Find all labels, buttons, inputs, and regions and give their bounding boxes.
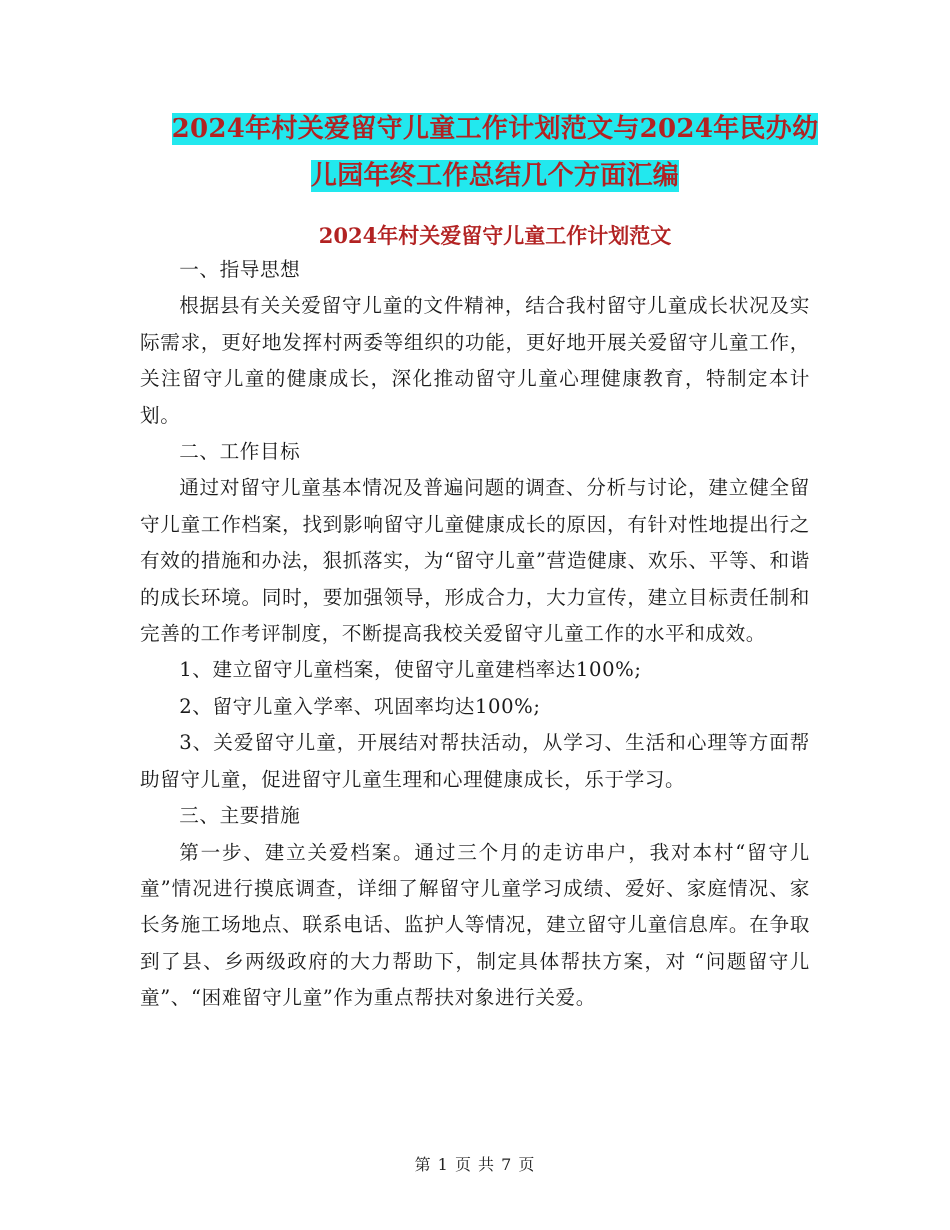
heading-guiding-ideology: 一、指导思想: [179, 258, 301, 281]
page-footer: 第 1 页 共 7 页: [414, 1155, 536, 1174]
goal-item-3: 3、关爱留守儿童，开展结对帮扶活动，从学习、生活和心理等方面帮助留守儿童，促进留守儿童生理和心理健康成长，乐于学习。: [140, 731, 810, 791]
document-title-line-2: 儿园年终工作总结几个方面汇编: [310, 161, 680, 191]
paragraph-guiding-ideology: 根据县有关关爱留守儿童的文件精神，结合我村留守儿童成长状况及实际需求，更好地发挥村两委等组织的功能，更好地开展关爱留守儿童工作，关注留守儿童的健康成长，深化推动留守儿童心理健康教育，特制定本计划。: [140, 294, 810, 427]
heading-work-goals: 二、工作目标: [179, 440, 301, 464]
document-title-line-1: 2024年村关爱留守儿童工作计划范文与2024年民办幼: [171, 114, 819, 144]
document-body: [140, 252, 810, 1017]
section-title: 2024年村关爱留守儿童工作计划范文: [318, 223, 672, 248]
document-title: [140, 106, 850, 200]
goal-item-2: 2、留守儿童入学率、巩固率均达100%;: [179, 694, 541, 718]
goal-item-1: 1、建立留守儿童档案，使留守儿童建档率达100%;: [179, 658, 642, 682]
heading-main-measures: 三、主要措施: [179, 804, 301, 828]
paragraph-step-one: 第一步、建立关爱档案。通过三个月的走访串户，我对本村“留守儿童”情况进行摸底调查，详细了解留守儿童学习成绩、爱好、家庭情况、家长务施工场地点、联系电话、监护人等情况，建立留守儿童信息库。在争取到了县、乡两级政府的大力帮助下，制定具体帮扶方案，对 “问题留守儿童”、“困难留守儿童”作为重点帮扶对象进行关爱。: [140, 840, 810, 1010]
paragraph-work-goals: 通过对留守儿童基本情况及普遍问题的调查、分析与讨论，建立健全留守儿童工作档案，找到影响留守儿童健康成长的原因，有针对性地提出行之有效的措施和办法，狠抓落实，为“留守儿童”营造健康、欢乐、平等、和谐的成长环境。同时，要加强领导，形成合力，大力宣传，建立目标责任制和完善的工作考评制度，不断提高我校关爱留守儿童工作的水平和成效。: [140, 476, 810, 646]
